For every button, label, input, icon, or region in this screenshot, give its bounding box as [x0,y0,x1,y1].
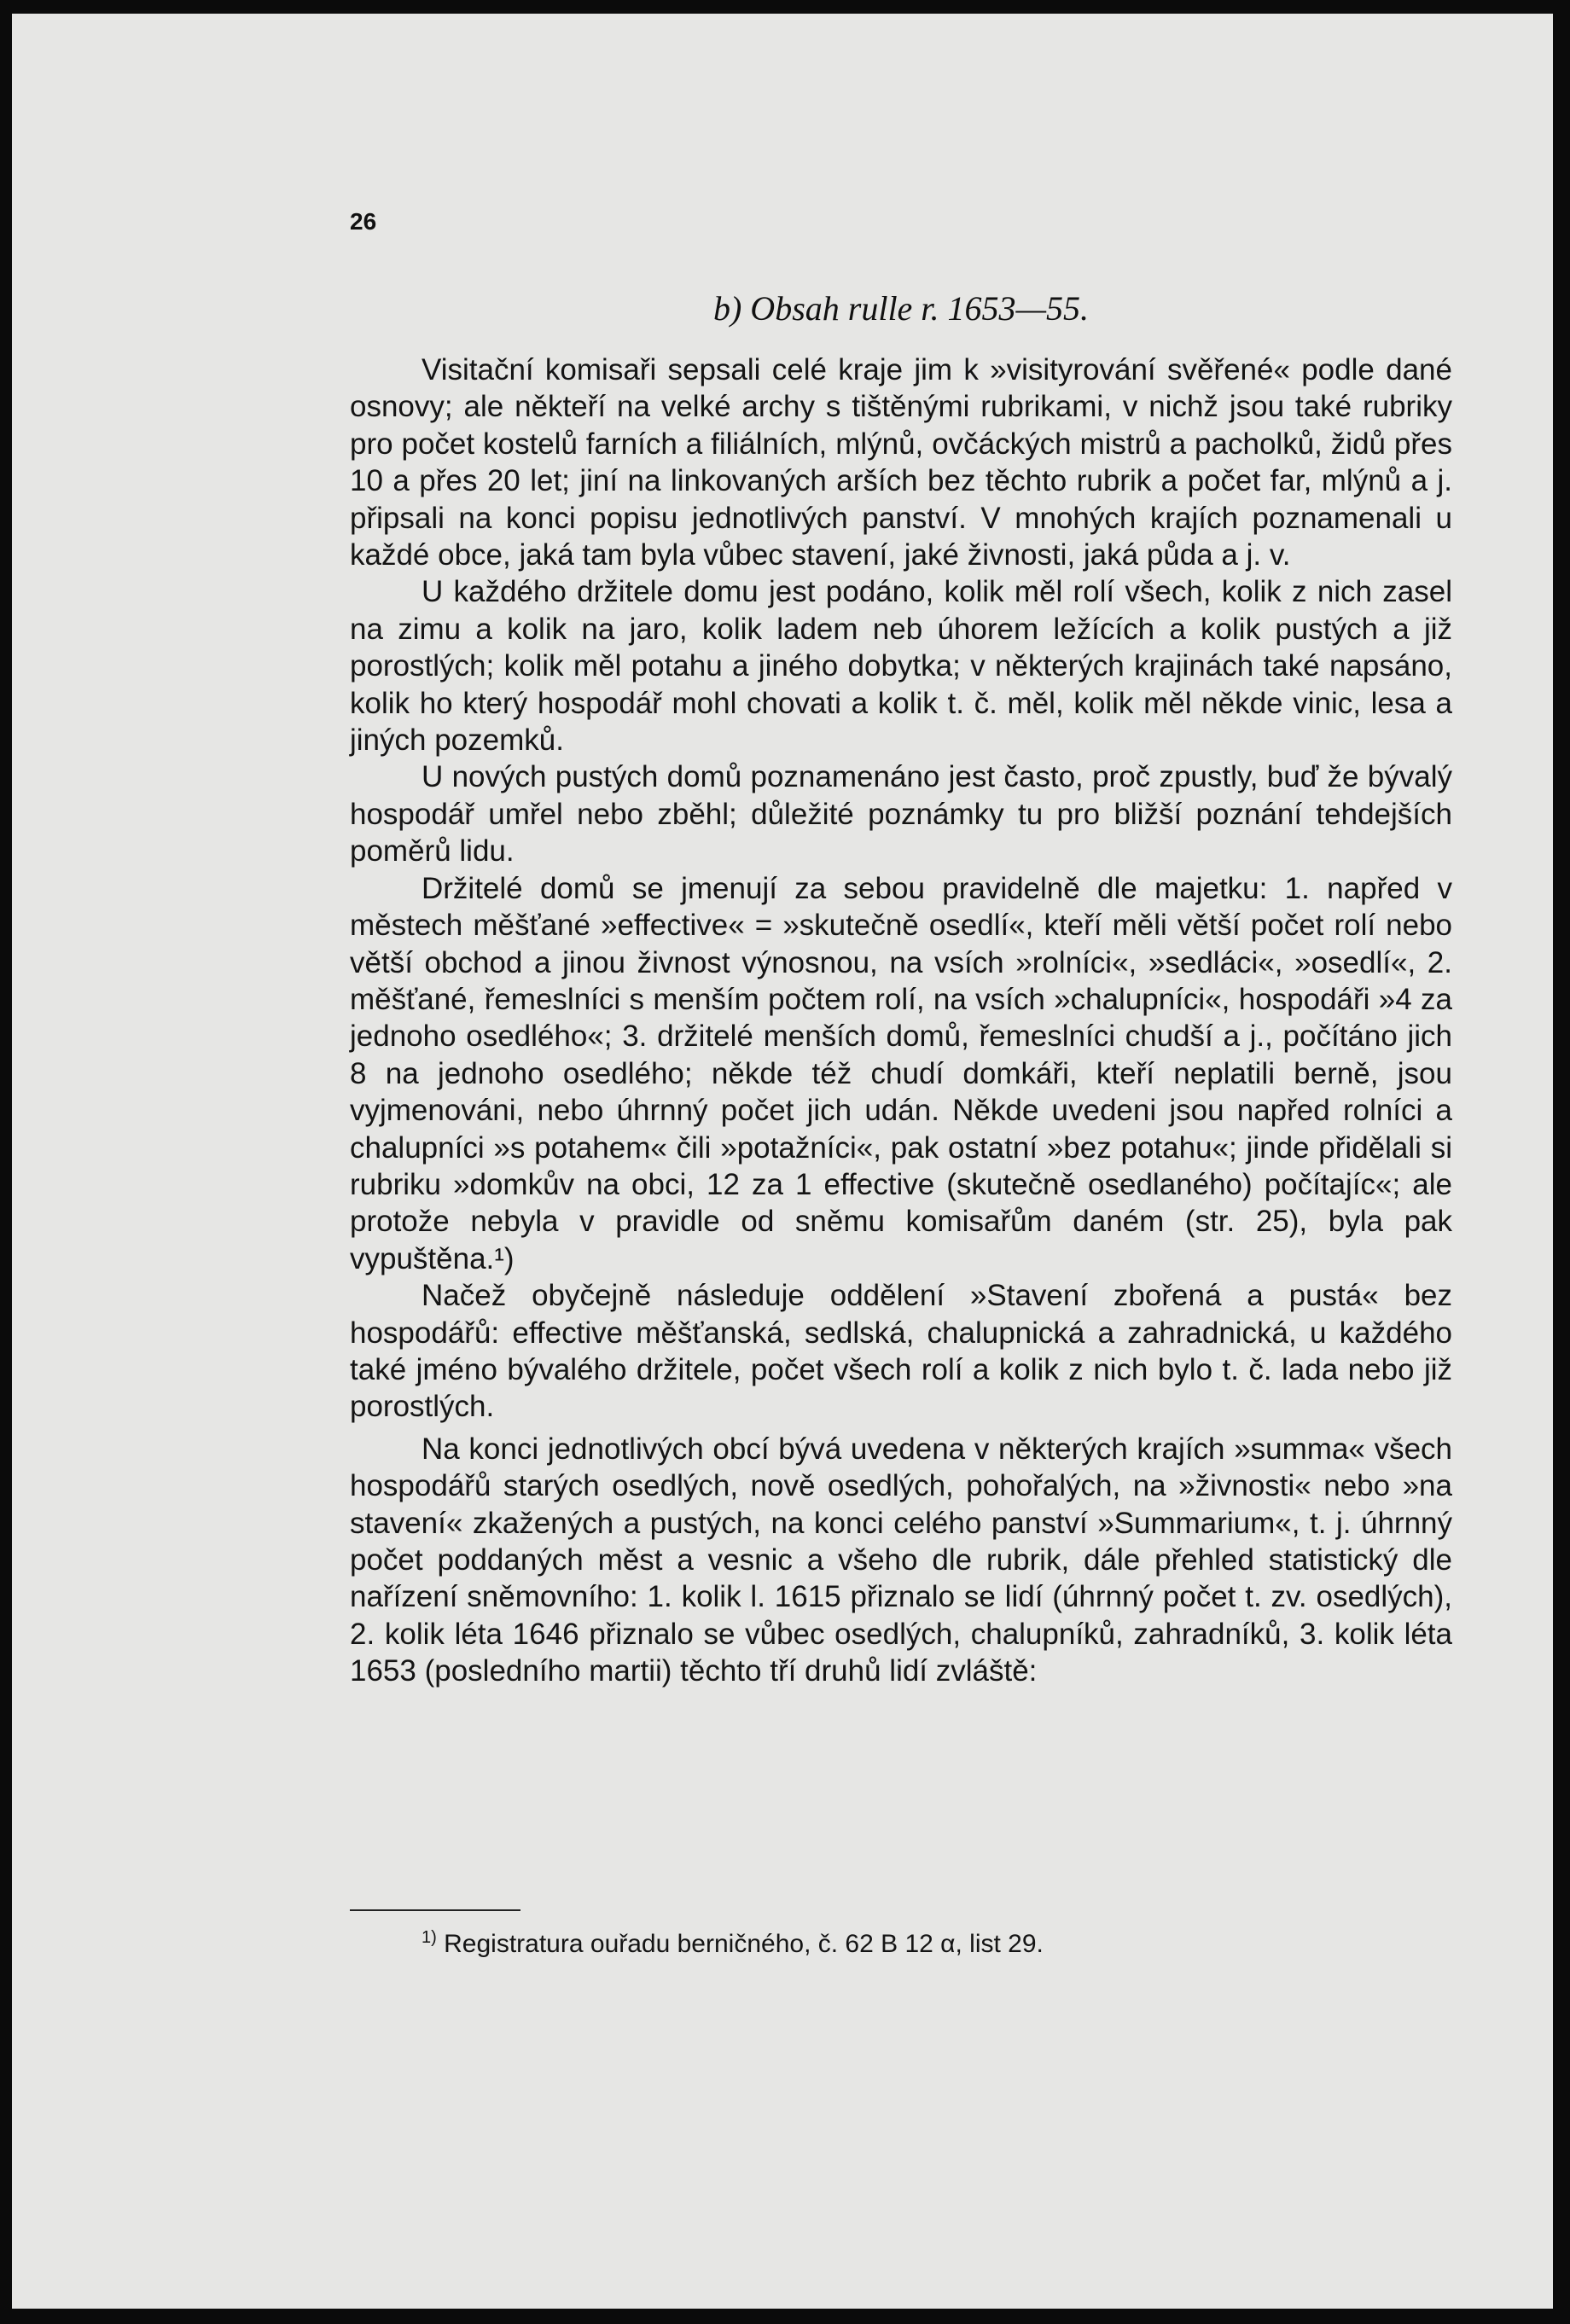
paragraph: Načež obyčejně následuje oddělení »Stavení zbořená a pustá« bez hospodářů: effective měšťanská, sedlská, chalupnická a zahradnická, u každého také jméno bývalého držitele, počet všech rolí a kolik z nich bylo t. č. lada nebo již porostlých. [350,1279,1452,1424]
paragraph: Na konci jednotlivých obcí bývá uvedena v některých krajích »summa« všech hospodářů starých osedlých, nově osedlých, pohořalých, na »živnosti« nebo »na stavení« zkažených a pustých, na konci celého panství »Summarium«, t. j. úhrnný počet poddaných měst a vesnic a všeho dle rubrik, dále přehled statistický dle nařízení sněmovního: 1. kolik l. 1615 přiznalo se lidí (úhrnný počet t. zv. osedlých), 2. kolik léta 1646 přiznalo se vůbec osedlých, chalupníků, zahradníků, 3. kolik léta 1653 (posledního martii) těchto tří druhů lidí zvláště: [350,1432,1452,1688]
paragraph: Visitační komisaři sepsali celé kraje jim k »visityrování svěřené« podle dané osnovy; ale někteří na velké archy s tištěnými rubrikami, v nichž jsou také rubriky pro počet kostelů farních a filiálních, mlýnů, ovčáckých mistrů a pacholků, židů přes 10 a přes 20 let; jiní na linkovaných arších bez těchto rubrik a počet far, mlýnů a j. připsali na konci popisu jednotlivých panství. V mnohých krajích poznamenali u každé obce, jaká tam byla vůbec stavení, jaké živnosti, jaká půda a j. v. [350,353,1452,572]
footnote [422,1928,1445,1959]
paragraph: U každého držitele domu jest podáno, kolik měl rolí všech, kolik z nich zasel na zimu a kolik na jaro, kolik ladem neb úhorem ležících a kolik pustých a již porostlých; kolik měl potahu a jiného dobytka; v některých krajinách také napsáno, kolik ho který hospodář mohl chovati a kolik t. č. měl, kolik měl někde vinic, lesa a jiných pozemků. [350,575,1452,758]
paragraph: Držitelé domů se jmenují za sebou pravidelně dle majetku: 1. napřed v městech měšťané »effective« = »skutečně osedlí«, kteří měli větší počet rolí nebo větší obchod a jinou živnost výnosnou, na vsích »rolníci«, »sedláci«, »osedlí«, 2. měšťané, řemeslníci s menším počtem rolí, na vsích »chalupníci«, hospodáři »4 za jednoho osedlého«; 3. držitelé menších domů, řemeslníci chudší a j., počítáno jich 8 na jednoho osedlého; někde též chudí domkáři, kteří neplatili berně, jsou vyjmenováni, nebo úhrnný počet jich udán. Někde uvedeni jsou napřed rolníci a chalupníci »s potahem« čili »potažníci«, pak ostatní »bez potahu«; jinde přidělali si rubriku »domkův na obci, 12 za 1 effective (skutečně osedlaného) počítajíc«; ale protože nebyla v pravidle od sněmu komisařům daném (str. 25), byla pak vypuštěna.¹) [350,871,1452,1275]
footnote-divider [350,1909,520,1911]
footnote-marker: 1) [422,1928,437,1947]
page-number: 26 [350,208,377,235]
book-page [12,14,1553,2309]
section-title: b) Obsah rulle r. 1653—55. [712,289,1090,328]
body-text [350,352,1452,1690]
footnote-text: Registratura ouřadu berničného, č. 62 B 12 α, list 29. [444,1930,1044,1958]
paragraph: U nových pustých domů poznamenáno jest často, proč zpustly, buď že bývalý hospodář umřel nebo zběhl; důležité poznámky tu pro bližší poznání tehdejších poměrů lidu. [350,760,1452,869]
